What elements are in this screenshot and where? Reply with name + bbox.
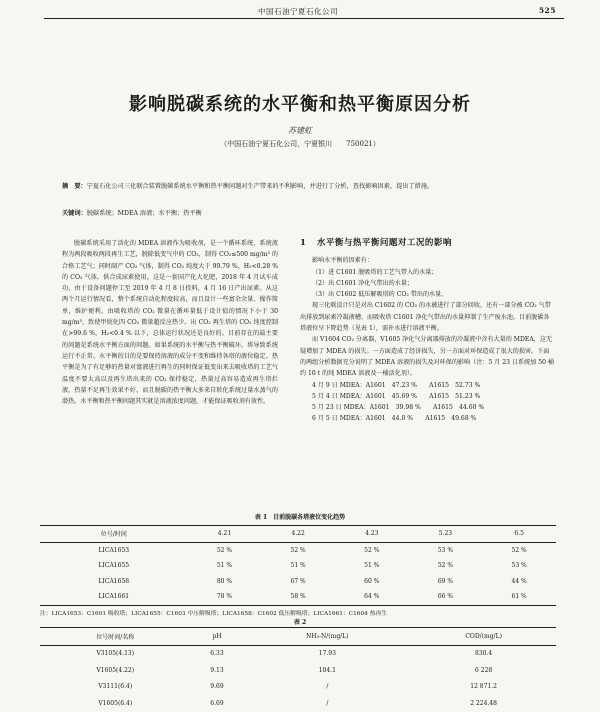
factors-intro: 影响水平衡的因素有： xyxy=(312,257,373,265)
table-cell: V1605(4.22) xyxy=(96,666,135,674)
table-cell: 9.69 xyxy=(210,683,224,691)
body-paragraph: 现三化联设计只是对出 C1602 的 CO₂ 的水被进行了部分回收，还有一部分被 CO₂ 气带出排放到尿素冷凝液槽。而吸收塔 C1601 净化气带出的水量抑制了生产废水池。目前脱碳各塔液位呈下降趋势（见表 1），需补水进行溶液平衡。 xyxy=(300,302,551,333)
table-cell: / xyxy=(326,683,329,691)
table-header-row xyxy=(40,526,556,543)
mdea-data-line: 5 月 23 日 MDEA：A1601 39.98 % A1615 44.60 % xyxy=(312,404,485,412)
body-paragraph: 脱碳系统采用了活化的 MDEA 溶液作为吸收剂，是一个循环系统，系统流程为两段吸收两段再生工艺，脱除低变气中的 CO₂，制得 CO₂≤500 mg/m³ 的合格工艺气；同时副产 CO₂ 气体，制得 CO₂ 纯度大于 99.79 %、H₂<0.28 % 的 CO₂ 气体，供合成尿素使用。这是一套国产化大化肥，2018 年 4 月试车成功，由于设备问题停工至 2019 年 4 月 8 日投料，4 月 16 日产出尿素。从这两个月运行情况看，整个系统自动化程度较高，而且设计一些富余余量，操作简单，维护便利。由吸收塔的 CO₂ 微量在循环量低于设计值的情况下小于 30 mg/m³，致使甲烷化四 CO₂ 微量超反应热少。出 CO₂ 再生塔的 CO₂ 纯度控制在>99.6 %，H₂<0.4 % 以下，总体运行状况还是良好的。目前存在的最主要的问题是系统水平衡方面的问题。如果系统的水平衡与热平衡破坏，将导致系统运行不正常。水平衡的目的是要保持溶液的成分不变和维持各塔的液位稳定。热平衡是为了有足够的热量对富液进行再生的同时保证低变出来去吸收塔的工艺气温度不要太高以及再生塔出来的 CO₂ 保持稳定，热量过高容易造成再生塔拦液，热量不足再生效果不好，而且脱碳的热平衡大多来自转化系统过量水蒸气的潜热。水平衡和热平衡问题其实就是溶液浓度问题，才能保证吸收剂有效性。 xyxy=(62,240,278,406)
table-cell: 52 % xyxy=(364,546,380,554)
factor-item: （1）进 C1601 脱吸塔的工艺气带入的水量； xyxy=(312,268,438,276)
table-row xyxy=(40,645,556,662)
table-cell: 52 % xyxy=(437,562,454,570)
keywords-label: 关键词： xyxy=(62,210,87,217)
table-header-cell: 位号/时间 xyxy=(40,526,188,543)
table-cell: 64 % xyxy=(335,589,409,605)
table2 xyxy=(40,627,556,712)
table1-note: 注：LICA1653：C1601 吸收塔；LICA1655：C1603 中压解吸塔；LICA1658：C1602 低压解吸塔；LICA1661：C1604 热再生 xyxy=(40,611,388,617)
section-title: 水平衡与热平衡问题对工况的影响 xyxy=(316,238,452,248)
section-heading xyxy=(300,238,554,249)
table-cell: 66 % xyxy=(409,589,483,605)
table-row xyxy=(40,558,556,574)
factor-item: （2）出 C1601 净化气带出的水量； xyxy=(312,279,414,287)
table2-caption: 表 2 xyxy=(293,619,307,626)
journal-header: 中国石油宁夏石化公司 xyxy=(258,7,338,16)
table-header-cell: 4.22 xyxy=(261,526,335,543)
table-cell: 69 % xyxy=(437,577,454,585)
table-cell: 6 228 xyxy=(475,666,493,674)
table-cell: V3111(6.4) xyxy=(98,683,133,691)
table-header-cell: 位号时间/名称 xyxy=(40,628,191,646)
table-row xyxy=(40,589,556,605)
table-cell: 60 % xyxy=(364,577,380,585)
table-cell: 17.93 xyxy=(318,650,336,658)
table-row xyxy=(40,574,556,590)
table-row xyxy=(40,695,556,712)
table-header-cell: 5.23 xyxy=(409,526,483,543)
table-header-cell: NH₃-N/(mg/L) xyxy=(243,628,411,646)
table-cell: 51 % xyxy=(216,562,233,570)
table1-caption: 表 1 目前脱碳各塔液位变化趋势 xyxy=(254,514,346,521)
table-cell: LICA1655 xyxy=(98,562,130,570)
header-rule xyxy=(44,18,564,19)
body-paragraph: 而 V1604 CO₂ 分离器，V1605 净化气分离器排放的冷凝液中含有大量的 MDEA，这无疑增加了 MDEA 的损失。一方面造成了经济损失，另一方面对环保造成了很大的损害。下面的两组分析数据充分说明了 MDEA 溶液的损失及对环保的影响（注：5 月 23 日系统加 50 桶约 10 t 的纯 MDEA 溶液及一桶活化剂）。 xyxy=(300,336,555,378)
table-header-cell: 4.23 xyxy=(335,526,409,543)
keywords xyxy=(62,208,202,217)
factor-item: （3）出 C1602 低压解吸塔的 CO₂ 带出的水量。 xyxy=(312,291,448,299)
table-cell: LICA1653 xyxy=(98,546,130,554)
table-cell: LICA1658 xyxy=(98,577,130,585)
table-cell: 78 % xyxy=(188,589,262,605)
keywords-text: 脱碳系统；MDEA 溶液；水平衡；热平衡 xyxy=(86,210,202,217)
table-cell: 2 224.48 xyxy=(470,699,497,707)
right-column xyxy=(300,238,554,425)
table-cell: 61 % xyxy=(482,589,556,605)
table-cell: 51 % xyxy=(364,562,380,570)
table-cell: 12 871.2 xyxy=(470,683,497,691)
table-row xyxy=(40,662,556,679)
table-cell: 104.1 xyxy=(318,666,336,674)
abstract-label: 摘 要： xyxy=(62,183,87,190)
table-cell: 830.4 xyxy=(475,650,493,658)
table-header-cell: pH xyxy=(191,628,244,646)
table-cell: 51 % xyxy=(290,562,306,570)
table-cell: 6.69 xyxy=(210,699,224,707)
author: 苏建虹 xyxy=(288,126,312,135)
mdea-data-line: 4 月 9 日 MDEA：A1601 47.23 % A1615 52.73 % xyxy=(312,381,481,389)
table1 xyxy=(40,525,556,606)
table-cell: 6.33 xyxy=(210,650,224,658)
table-cell: 44 % xyxy=(511,577,527,585)
table-cell: 53 % xyxy=(437,546,454,554)
table-cell: 58 % xyxy=(261,589,335,605)
abstract-text: 宁夏石化公司三化联合装置脱碳系统水平衡和热平衡问题对生产带来的不利影响，并进行了分析，查找影响因素，提出了措施。 xyxy=(86,183,434,190)
abstract xyxy=(62,181,546,192)
table-header-cell: 6.5 xyxy=(482,526,556,543)
page-number: 525 xyxy=(538,6,556,15)
left-column xyxy=(62,238,278,407)
table-cell: 67 % xyxy=(290,577,306,585)
affiliation: （中国石油宁夏石化公司，宁夏银川 750021） xyxy=(220,140,380,148)
table-cell: 52 % xyxy=(216,546,233,554)
mdea-data-line: 6 月 5 日 MDEA：A1601 44.0 % A1615 49.68 % xyxy=(312,415,477,423)
table-header-row xyxy=(40,628,556,646)
table-cell: 53 % xyxy=(511,562,527,570)
mdea-data-line: 5 月 4 日 MDEA：A1601 45.69 % A1615 51.23 % xyxy=(312,392,481,400)
table-cell: / xyxy=(326,699,329,707)
section-number: 1 xyxy=(300,238,307,248)
table-header-cell: COD/(mg/L) xyxy=(411,628,556,646)
table-cell: 9.13 xyxy=(210,666,224,674)
table-cell: 52 % xyxy=(290,546,306,554)
article-title: 影响脱碳系统的水平衡和热平衡原因分析 xyxy=(129,94,471,115)
table-cell: V3105(4.13) xyxy=(96,650,135,658)
table-header-cell: 4.21 xyxy=(188,526,262,543)
table-cell: V1605(6.4) xyxy=(98,699,133,707)
table-cell: 52 % xyxy=(511,546,527,554)
table-cell: 80 % xyxy=(216,577,233,585)
table-row xyxy=(40,542,556,558)
table-cell: LICA1661 xyxy=(40,589,188,605)
